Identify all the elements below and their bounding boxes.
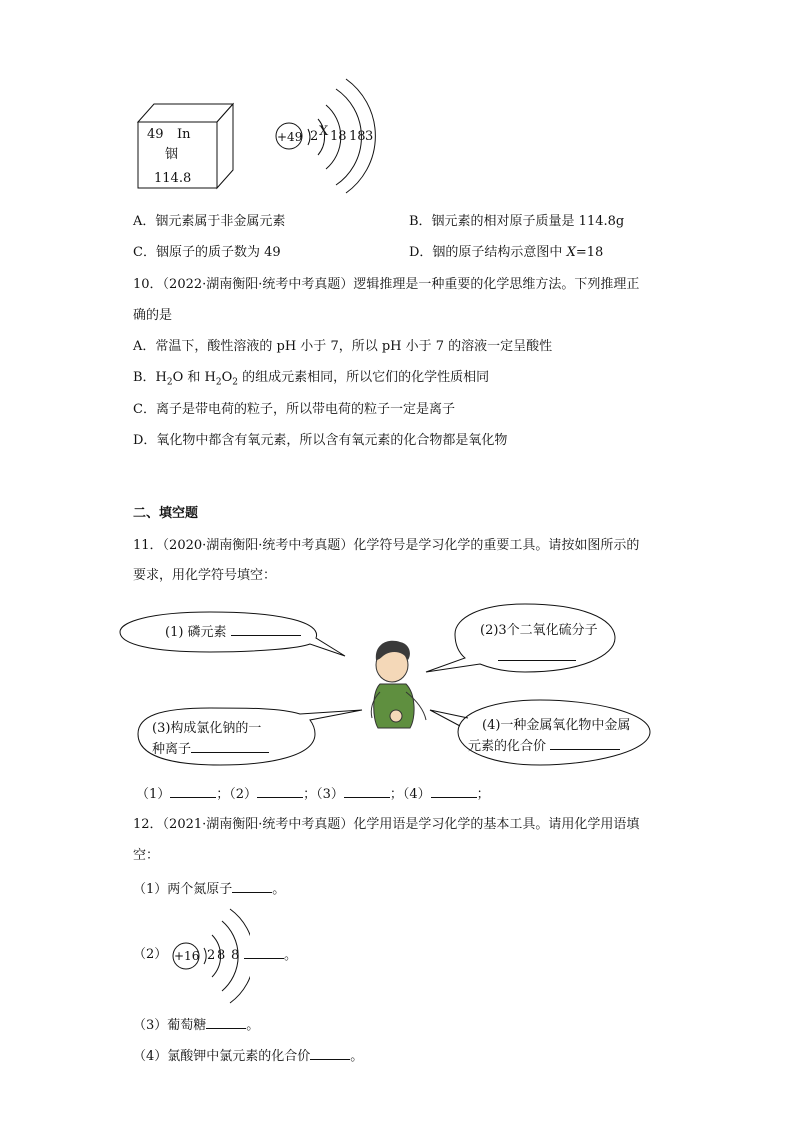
indium-atom-diagram [270, 75, 390, 195]
bubble1-label: (1) 磷元素 [165, 625, 227, 640]
indium-shell-2: X [319, 124, 329, 139]
q11-answer-2-label: ；（2） [216, 787, 258, 802]
q12-part4-period: 。 [350, 1049, 364, 1064]
q10-b-mid2: O [221, 370, 233, 385]
q12-part1-label: （1）两个氮原子 [133, 882, 233, 897]
q11-answer-3-label: ；（3） [303, 787, 344, 802]
q12-stem-line1: 12．（2021·湖南衡阳·统考中考真题）化学用语是学习化学的基本工具。请用化学用语填 [133, 817, 640, 832]
sulfur-shell-2: 8 [217, 948, 226, 963]
q12-part3-period: 。 [246, 1018, 260, 1033]
q10-option-d: D．氧化物中都含有氧元素，所以含有氧元素的化合物都是氧化物 [133, 433, 508, 448]
q11-answer-4-blank[interactable] [431, 785, 477, 798]
q9-option-d [409, 244, 603, 262]
element-symbol: In [177, 127, 191, 142]
indium-shell-4: 18 [349, 129, 366, 144]
q12-part4-blank[interactable] [310, 1047, 350, 1060]
bubble4-blank[interactable] [550, 737, 620, 750]
q12-part1-blank[interactable] [232, 880, 272, 893]
q10-stem-line1: 10．（2022·湖南衡阳·统考中考真题）逻辑推理是一种重要的化学思维方法。下列推理正 [133, 277, 640, 292]
q12-stem-line2: 空： [133, 848, 160, 863]
student-figure [371, 641, 426, 728]
indium-shell-1: 2 [310, 129, 319, 144]
q10-option-b [133, 369, 489, 392]
indium-nucleus: +49 [277, 130, 303, 144]
element-name: 铟 [165, 147, 179, 162]
q9-option-a: A．铟元素属于非金属元素 [133, 214, 286, 229]
q11-stem-line2: 要求，用化学符号填空： [133, 568, 277, 583]
q10-b-prefix: B．H [133, 370, 167, 385]
q10-b-sub3: 2 [232, 377, 239, 388]
q12-part1 [133, 880, 285, 899]
q12-part4-label: （4）氯酸钾中氯元素的化合价 [133, 1049, 311, 1064]
q12-part2-period: 。 [284, 948, 298, 963]
q9-option-d-prefix: D．铟的原子结构示意图中 [409, 245, 567, 260]
sulfur-shell-1: 2 [207, 948, 216, 963]
q10-option-c: C．离子是带电荷的粒子，所以带电荷的粒子一定是离子 [133, 402, 455, 417]
q10-b-suffix: 的组成元素相同，所以它们的化学性质相同 [238, 370, 490, 385]
q12-part3-label: （3）葡萄糖 [133, 1018, 207, 1033]
bubble3-blank[interactable] [191, 740, 269, 753]
q11-answer-line [136, 785, 490, 804]
q12-part3 [133, 1016, 259, 1035]
bubble4-line2-label: 元素的化合价 [468, 739, 547, 754]
sulfur-shell-3: 8 [231, 948, 240, 963]
bubble3-line1: (3)构成氯化钠的一 [152, 721, 262, 736]
q11-answer-3-blank[interactable] [344, 785, 390, 798]
indium-shell-3: 18 [330, 129, 347, 144]
bubble2-blank[interactable] [498, 648, 576, 661]
q11-answer-end: ； [476, 787, 490, 802]
q12-part3-blank[interactable] [206, 1016, 246, 1029]
q12-part2-blank-wrap [244, 946, 297, 965]
section-title: 二、填空题 [133, 506, 199, 521]
q10-stem-line2: 确的是 [133, 308, 173, 323]
q12-part2-blank[interactable] [244, 946, 284, 959]
indium-shell-5: 3 [365, 129, 374, 144]
bubble3-line2 [152, 740, 269, 759]
q11-answer-2-blank[interactable] [257, 785, 303, 798]
sulfur-nucleus: +16 [174, 949, 200, 963]
bubble4-line2 [468, 737, 620, 756]
atomic-mass: 114.8 [154, 171, 192, 186]
bubble4-line1: (4)一种金属氧化物中金属 [482, 718, 631, 733]
element-card [135, 100, 235, 192]
bubble2-text: (2)3个二氧化硫分子 [480, 623, 598, 638]
q11-answer-1-label: （1） [136, 787, 171, 802]
bubble1-text [165, 623, 301, 642]
q10-b-mid1: O 和 H [172, 370, 216, 385]
q9-option-c: C．铟原子的质子数为 49 [133, 245, 281, 260]
q9-option-b: B．铟元素的相对原子质量是 114.8g [409, 214, 625, 229]
q9-option-d-var: X [566, 245, 576, 260]
q11-stem-line1: 11．（2020·湖南衡阳·统考中考真题）化学符号是学习化学的重要工具。请按如图所示的 [133, 538, 640, 553]
q12-part4 [133, 1047, 363, 1066]
q11-answer-4-label: ；（4） [389, 787, 431, 802]
bubble3-line2-label: 种离子 [152, 742, 192, 757]
q10-b-sub2: 2 [215, 377, 222, 388]
q9-option-d-suffix: =18 [575, 245, 604, 260]
q12-part2-label: （2） [133, 947, 168, 962]
q12-part1-period: 。 [272, 882, 286, 897]
q11-figure [110, 600, 680, 775]
q10-option-a: A．常温下，酸性溶液的 pH 小于 7，所以 pH 小于 7 的溶液一定呈酸性 [133, 339, 553, 354]
q11-answer-1-blank[interactable] [170, 785, 216, 798]
bubble1-blank[interactable] [231, 623, 301, 636]
q10-b-sub1: 2 [166, 377, 173, 388]
sulfur-ion-diagram [170, 905, 250, 1005]
atomic-number: 49 [147, 127, 164, 142]
